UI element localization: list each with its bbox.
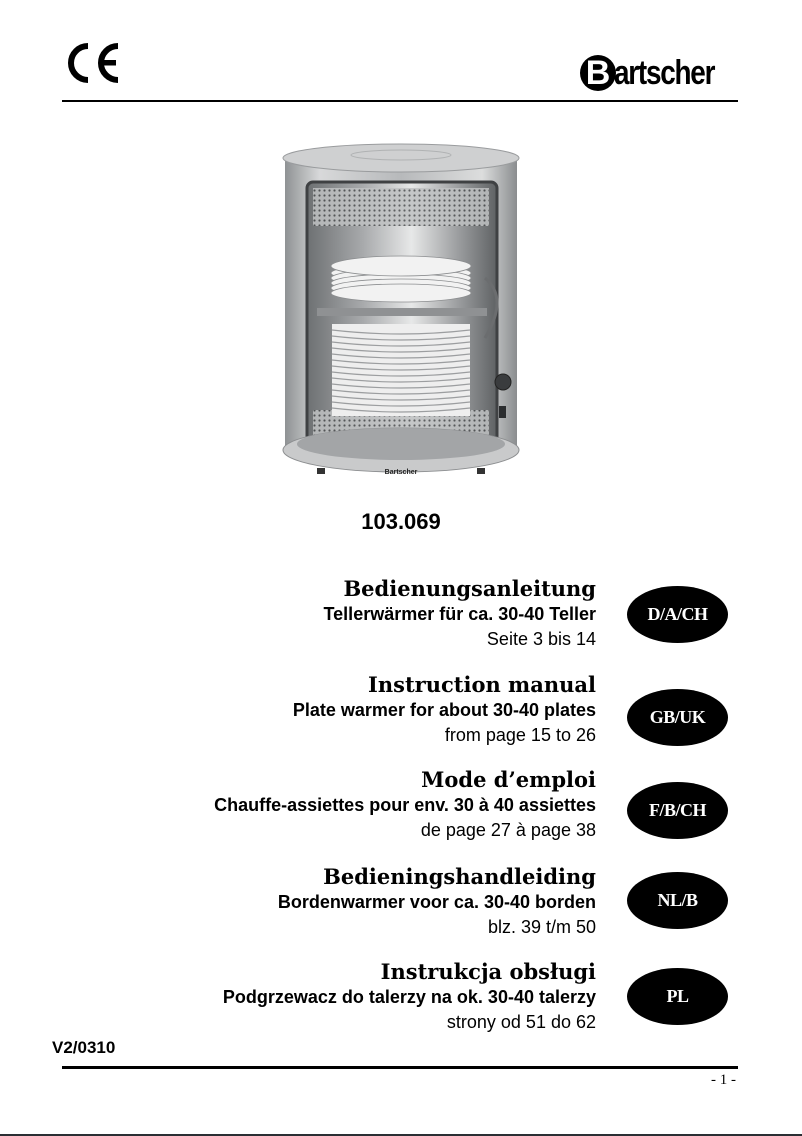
- page-number: - 1 -: [711, 1072, 736, 1088]
- section-de: [324, 576, 596, 652]
- section-nl: [278, 864, 596, 940]
- section-pages: de page 27 à page 38: [420, 820, 596, 840]
- brand-logo-text: artscher: [614, 54, 715, 92]
- lang-badge-de: D/A/CH: [627, 586, 728, 643]
- product-image-brand-label: Bartscher: [384, 469, 418, 476]
- lang-badge-nl: NL/B: [627, 872, 728, 929]
- section-subtitle: Chauffe-assiettes pour env. 30 à 40 assiettes: [214, 795, 596, 815]
- section-pages: Seite 3 bis 14: [486, 629, 596, 649]
- section-title: Instrukcja obsługi: [380, 959, 596, 984]
- section-fr: [214, 767, 596, 843]
- section-title: Bedieningshandleiding: [323, 864, 596, 889]
- section-subtitle: Plate warmer for about 30-40 plates: [292, 700, 596, 720]
- section-title: Instruction manual: [368, 672, 596, 697]
- section-subtitle: Tellerwärmer für ca. 30-40 Teller: [323, 604, 596, 624]
- header-divider: [62, 100, 738, 102]
- model-number: 103.069: [361, 509, 441, 534]
- brand-logo-initial: B: [580, 55, 616, 91]
- brand-logo: [580, 50, 736, 96]
- lang-badge-fr: F/B/CH: [627, 782, 728, 839]
- section-pages: strony od 51 do 62: [446, 1012, 596, 1032]
- footer-divider: [62, 1066, 738, 1069]
- lang-badge-pl: PL: [627, 968, 728, 1025]
- product-image: [277, 138, 525, 490]
- section-pages: from page 15 to 26: [444, 725, 596, 745]
- section-en: [293, 672, 596, 748]
- section-pl: [223, 959, 596, 1035]
- version-label: V2/0310: [52, 1038, 116, 1057]
- section-pages: blz. 39 t/m 50: [487, 917, 596, 937]
- section-subtitle: Podgrzewacz do talerzy na ok. 30-40 talerzy: [222, 987, 596, 1007]
- section-title: Mode d’emploi: [421, 767, 596, 792]
- section-title: Bedienungsanleitung: [343, 576, 596, 601]
- ce-mark-icon: [62, 40, 122, 86]
- section-subtitle: Bordenwarmer voor ca. 30-40 borden: [277, 892, 596, 912]
- lang-badge-en: GB/UK: [627, 689, 728, 746]
